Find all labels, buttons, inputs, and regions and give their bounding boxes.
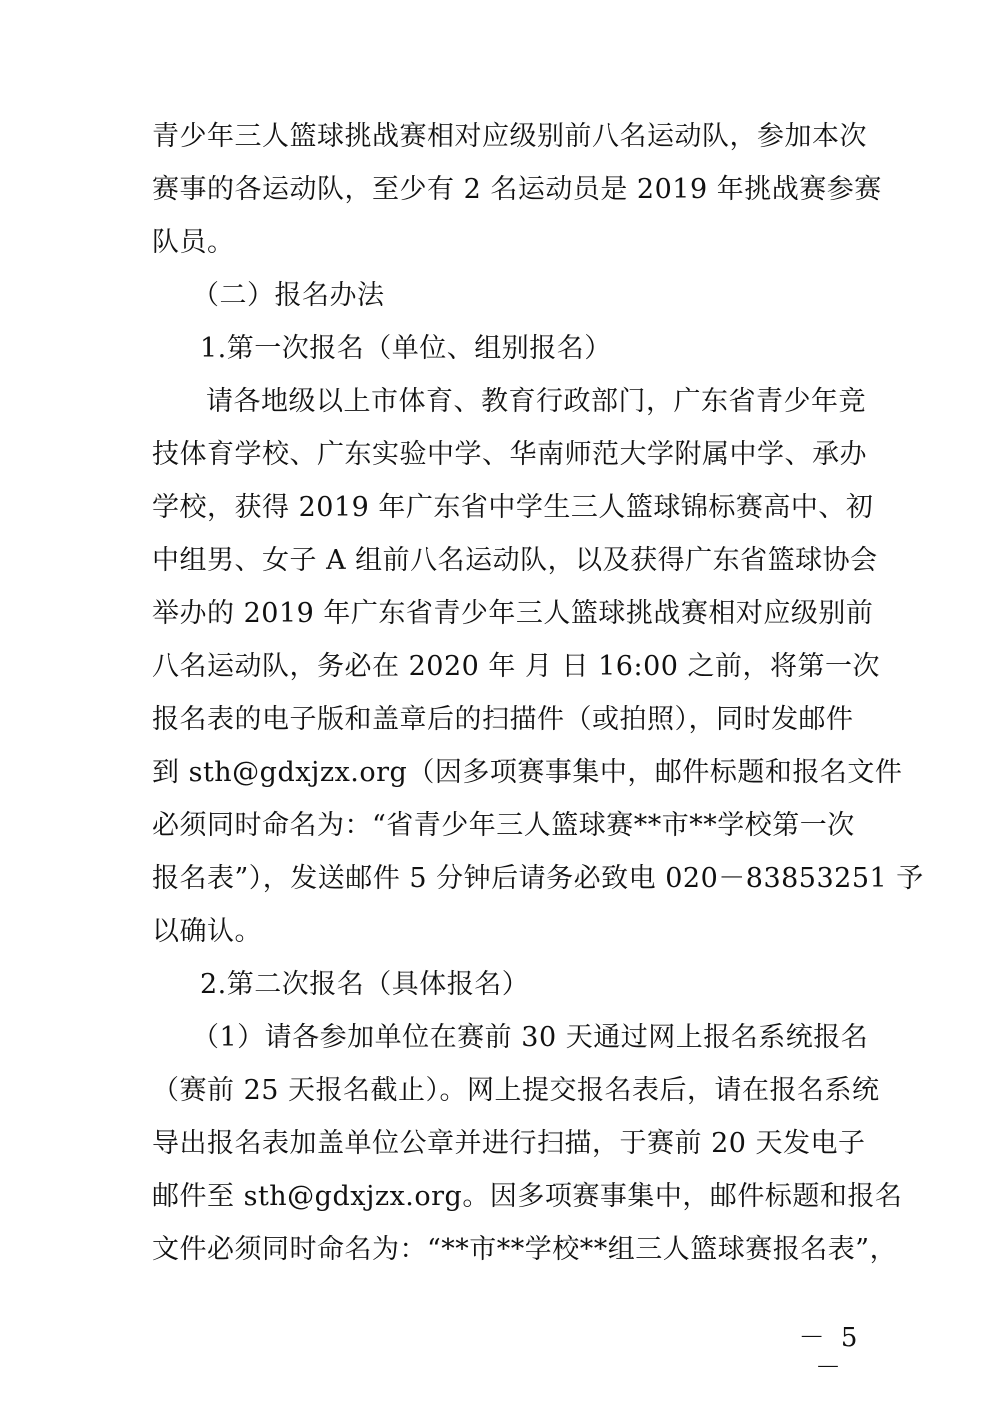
text-line: 报名表”），发送邮件 5 分钟后请务必致电 020－83853251 予 xyxy=(152,863,924,894)
text-line: 到 sth@gdxjzx.org（因多项赛事集中，邮件标题和报名文件 xyxy=(152,757,903,788)
text-line: 举办的 2019 年广东省青少年三人篮球挑战赛相对应级别前 xyxy=(152,598,874,629)
text-line: 赛事的各运动队，至少有 2 名运动员是 2019 年挑战赛参赛 xyxy=(152,174,882,205)
text-line: 导出报名表加盖单位公章并进行扫描，于赛前 20 天发电子 xyxy=(152,1128,866,1159)
text-line: 学校，获得 2019 年广东省中学生三人篮球锦标赛高中、初 xyxy=(152,492,874,523)
text-line: 请各地级以上市体育、教育行政部门，广东省青少年竞 xyxy=(206,386,866,417)
text-line: 八名运动队，务必在 2020 年 月 日 16:00 之前，将第一次 xyxy=(152,651,881,682)
text-line: 青少年三人篮球挑战赛相对应级别前八名运动队，参加本次 xyxy=(152,121,867,152)
body-text xyxy=(152,110,924,1276)
text-line: （赛前 25 天报名截止）。网上提交报名表后，请在报名系统 xyxy=(152,1075,880,1106)
text-line: 报名表的电子版和盖章后的扫描件（或拍照），同时发邮件 xyxy=(152,704,854,735)
text-line: 必须同时命名为：“省青少年三人篮球赛**市**学校第一次 xyxy=(152,810,855,841)
text-line: （1）请各参加单位在赛前 30 天通过网上报名系统报名 xyxy=(192,1022,869,1053)
text-line: 以确认。 xyxy=(152,916,262,947)
text-line: 技体育学校、广东实验中学、华南师范大学附属中学、承办 xyxy=(152,439,867,470)
text-line: 邮件至 sth@gdxjzx.org。因多项赛事集中，邮件标题和报名 xyxy=(152,1181,903,1212)
text-line: 中组男、女子 A 组前八名运动队，以及获得广东省篮球协会 xyxy=(152,545,878,576)
page-number: － 5 － xyxy=(798,1323,862,1383)
text-line: 文件必须同时命名为：“**市**学校**组三人篮球赛报名表”， xyxy=(152,1234,898,1265)
text-line: 队员。 xyxy=(152,227,235,258)
subsection-heading: 1.第一次报名（单位、组别报名） xyxy=(200,333,612,364)
subsection-heading: 2.第二次报名（具体报名） xyxy=(200,969,530,1000)
section-heading: （二）报名办法 xyxy=(192,280,385,311)
